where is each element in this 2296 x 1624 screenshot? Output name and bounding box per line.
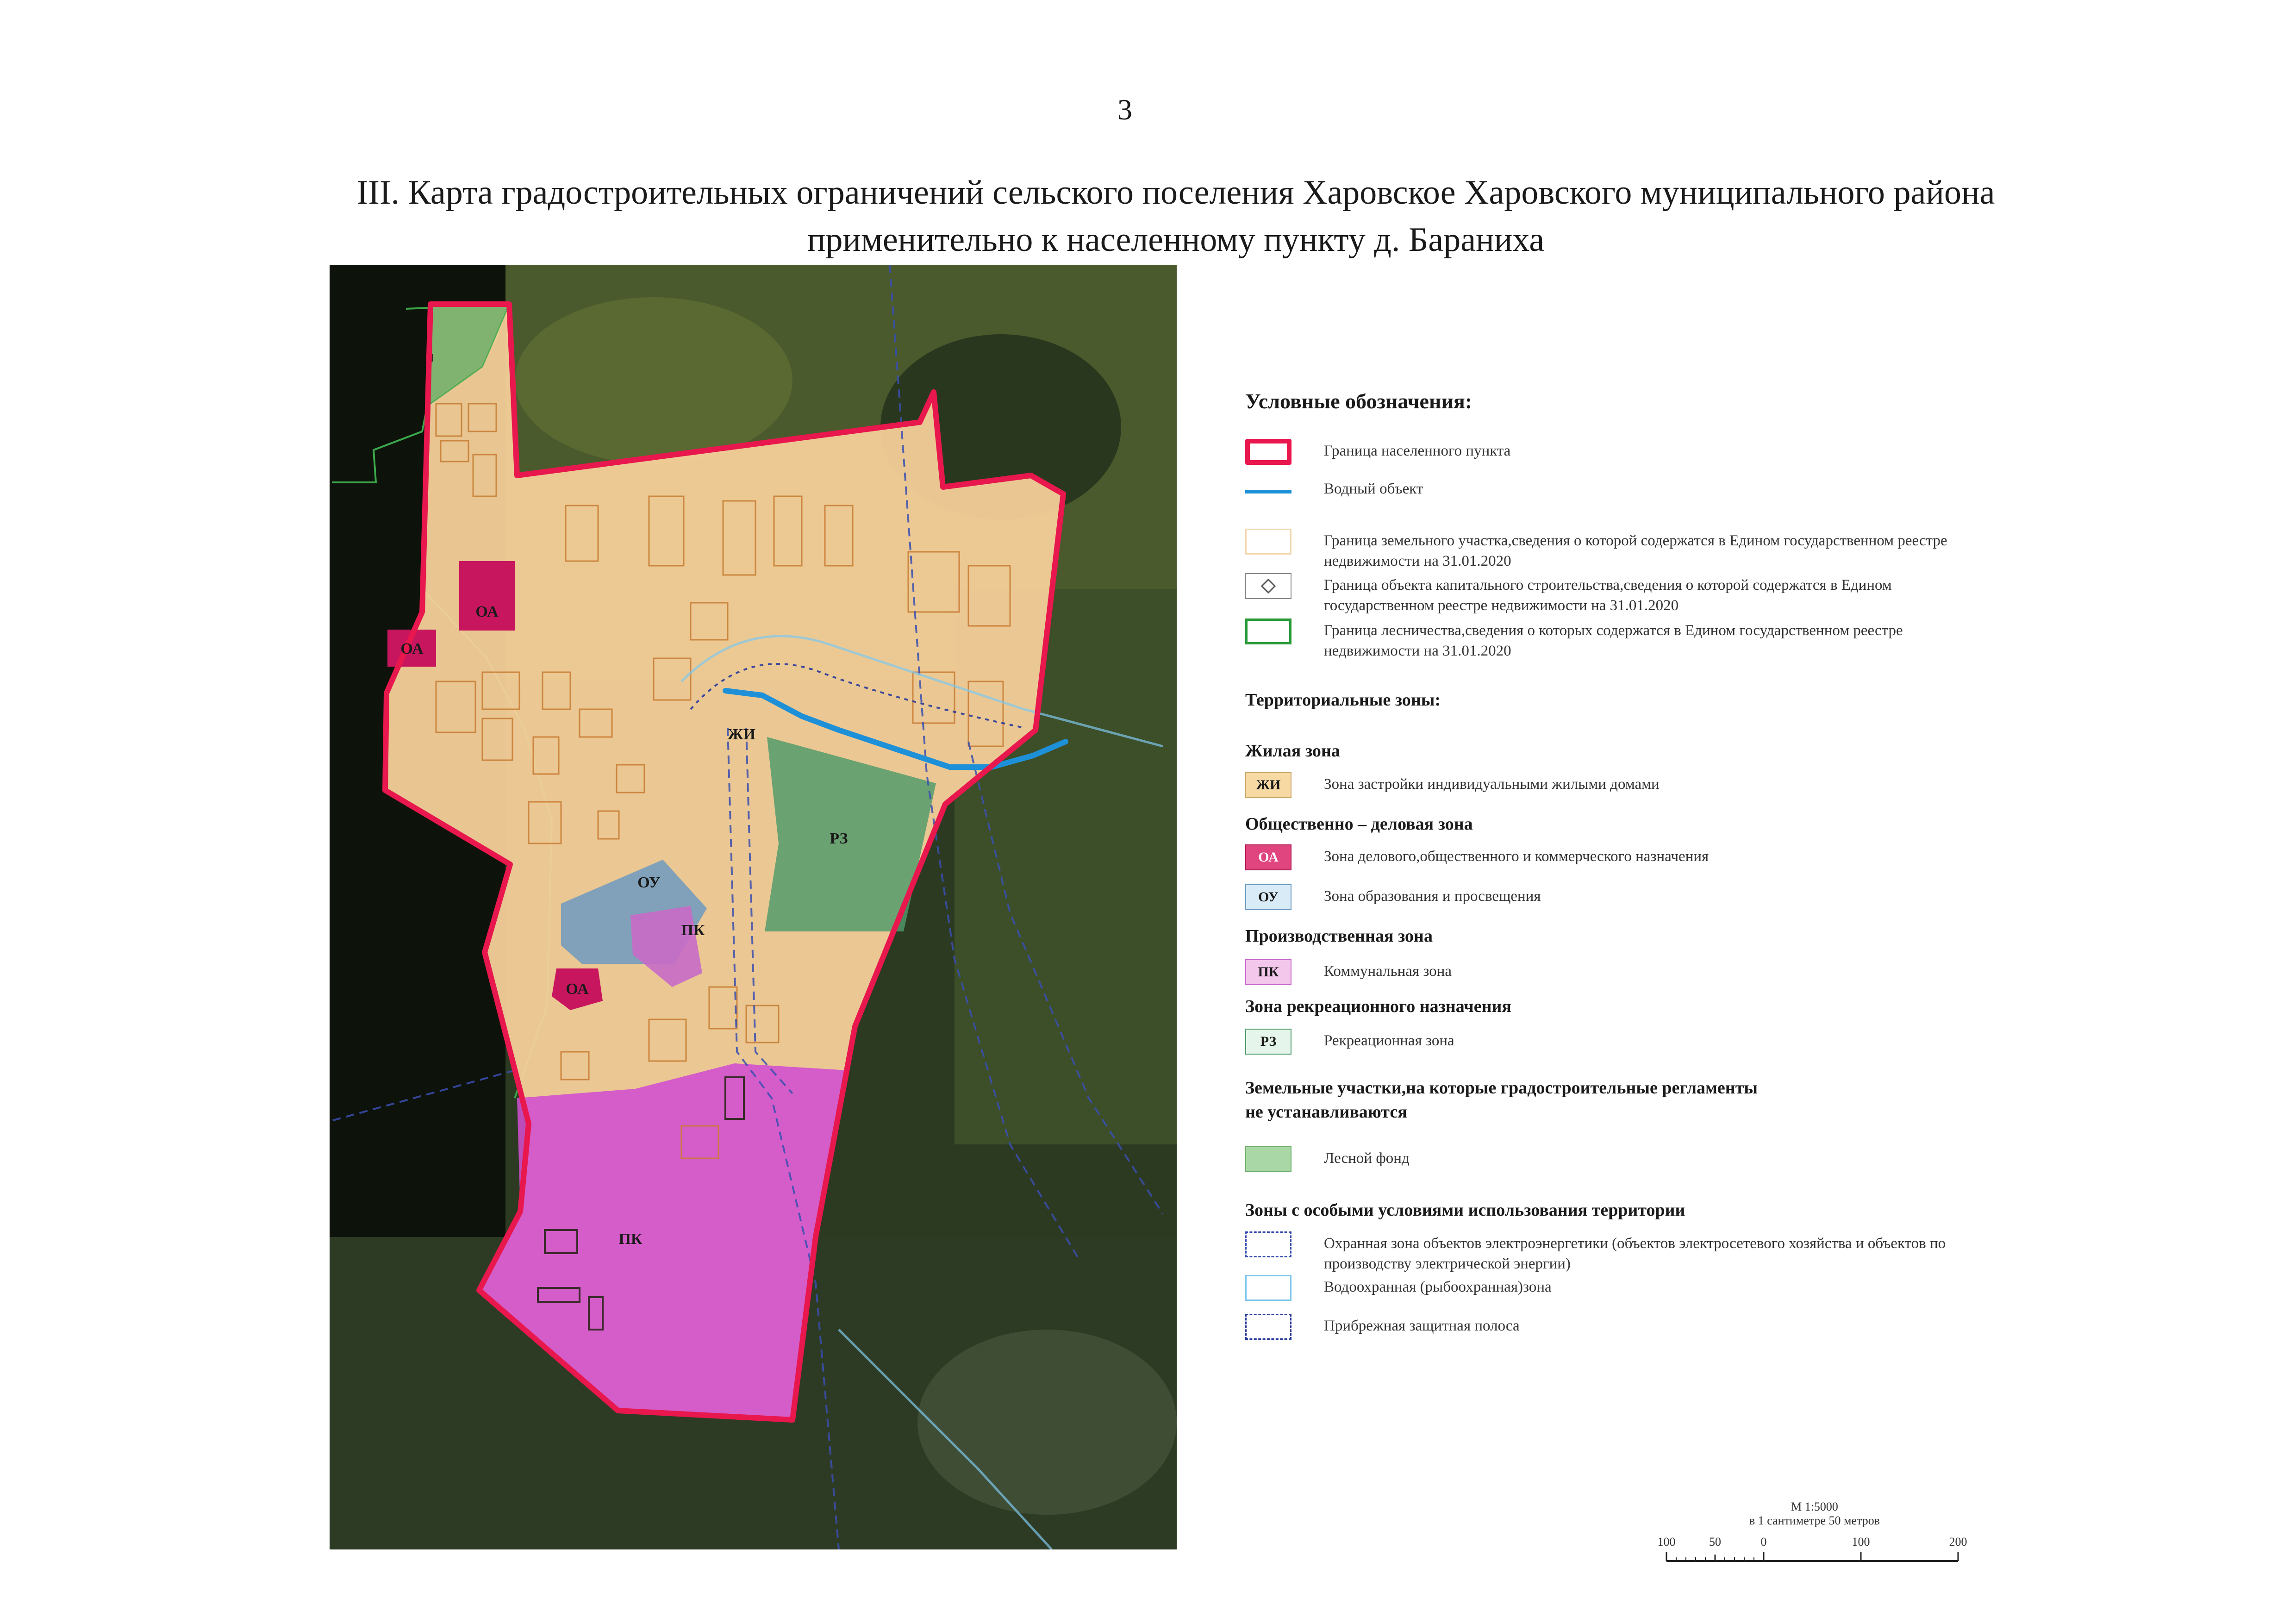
- legend-text: Коммунальная зона: [1324, 963, 1452, 980]
- water-zone-swatch: [1245, 1275, 1292, 1301]
- scale-tick-label: 50: [1709, 1535, 1721, 1549]
- map-view[interactable]: [330, 265, 1177, 1549]
- scale-ratio: М 1:5000: [1791, 1500, 1838, 1513]
- legend-item-capital-object: [1245, 573, 1986, 614]
- label-pk-1: ПК: [681, 922, 705, 939]
- forest-fund-swatch: [1245, 1146, 1292, 1172]
- legend-item-settlement-boundary: [1245, 439, 1986, 471]
- legend-text: Охранная зона объектов электроэнергетики (объектов электросетевого хозяйства и объектов по производству электрической энергии): [1324, 1235, 1946, 1272]
- legend-item-forest-fund: [1245, 1146, 1986, 1179]
- legend-text: Граница объекта капитального строительства,сведения о которой содержатся в Едином государственном реестре недвижимости на 31.01.2020: [1324, 577, 1892, 614]
- legend-text: Лесной фонд: [1324, 1150, 1410, 1167]
- capital-object-swatch: [1245, 573, 1292, 599]
- rz-code-badge: РЗ: [1245, 1029, 1292, 1055]
- page-number: 3: [1117, 93, 1132, 126]
- special-zones-title: Зоны с особыми условиями использования территории: [1245, 1200, 1685, 1220]
- scale-tick-label: 0: [1760, 1535, 1767, 1549]
- legend-item-land-parcel: [1245, 529, 1986, 569]
- building-outline-icon: [1246, 574, 1291, 598]
- recreation-zone-title: Зона рекреационного назначения: [1245, 997, 1511, 1016]
- label-zhi: ЖИ: [727, 726, 756, 743]
- scale-note: в 1 сантиметре 50 метров: [1749, 1514, 1880, 1527]
- legend-heading: Условные обозначения:: [1245, 389, 1472, 413]
- label-oa-1: ОА: [475, 603, 499, 620]
- legend-item-ou: [1245, 884, 1986, 917]
- legend-text: Граница земельного участка,сведения о которой содержатся в Едином государственном реестре недвижимости на 31.01.2020: [1324, 532, 1947, 569]
- land-parcel-swatch: [1245, 529, 1292, 555]
- pk-code-badge: ПК: [1245, 959, 1292, 985]
- public-zone-title: Общественно – деловая зона: [1245, 814, 1473, 834]
- label-oa-2: ОА: [400, 640, 424, 657]
- power-zone-swatch: [1245, 1231, 1292, 1257]
- scale-tick-label: 100: [1657, 1535, 1676, 1549]
- legend-text: Рекреационная зона: [1324, 1032, 1454, 1049]
- scale-ruler: [1648, 1550, 1981, 1568]
- legend-text: Зона застройки индивидуальными жилыми домами: [1324, 776, 1660, 793]
- clearing-patch: [917, 1330, 1177, 1515]
- coastal-strip-swatch: [1245, 1314, 1292, 1340]
- no-regulations-title-1: Земельные участки,на которые градостроительные регламенты: [1245, 1078, 1758, 1098]
- page-title: [139, 169, 2213, 263]
- legend-item-coastal-strip: [1245, 1314, 1986, 1346]
- label-rz: РЗ: [830, 830, 848, 847]
- legend-text: Граница лесничества,сведения о которых содержатся в Едином государственном реестре недвижимости на 31.01.2020: [1324, 622, 1903, 659]
- legend-item-power-zone: [1245, 1231, 1986, 1278]
- meadow-patch: [515, 297, 792, 464]
- scale-tick-label: 100: [1852, 1535, 1870, 1549]
- legend-item-pk: [1245, 959, 1986, 992]
- legend-item-zhi: [1245, 772, 1986, 805]
- title-line-2: применительно к населенному пункту д. Бараниха: [807, 221, 1545, 259]
- forestry-boundary-swatch: [1245, 618, 1292, 644]
- legend-item-water-zone: [1245, 1275, 1986, 1307]
- legend-text: Граница населенного пункта: [1324, 443, 1511, 459]
- scale-tick-label: 200: [1949, 1535, 1967, 1549]
- ou-code-badge: ОУ: [1245, 884, 1292, 910]
- legend-text: Водоохранная (рыбоохранная)зона: [1324, 1279, 1552, 1295]
- label-ou: ОУ: [637, 874, 661, 891]
- scale-bar: [1648, 1500, 1981, 1569]
- label-pk-2: ПК: [618, 1230, 643, 1248]
- zhi-code-badge: ЖИ: [1245, 772, 1292, 798]
- legend-item-forestry-boundary: [1245, 618, 1986, 659]
- legend-item-water-object: [1245, 477, 1986, 509]
- water-line-swatch: [1245, 490, 1292, 493]
- production-zone-title: Производственная зона: [1245, 926, 1433, 946]
- oa-code-badge: ОА: [1245, 844, 1292, 870]
- legend-text: Зона образования и просвещения: [1324, 888, 1541, 905]
- legend-item-rz: [1245, 1029, 1986, 1061]
- no-regulations-title-2: не устанавливаются: [1245, 1102, 1407, 1122]
- legend-text: Зона делового,общественного и коммерческого назначения: [1324, 848, 1709, 865]
- territorial-zones-heading: Территориальные зоны:: [1245, 690, 1441, 710]
- legend-item-oa: [1245, 844, 1986, 877]
- legend-text: Водный объект: [1324, 481, 1423, 497]
- map-canvas: [330, 265, 1177, 1549]
- legend-text: Прибрежная защитная полоса: [1324, 1318, 1520, 1334]
- settlement-boundary-swatch: [1245, 439, 1292, 465]
- title-line-1: III. Карта градостроительных ограничений сельского поселения Харовское Харовского муниципального района: [356, 174, 1995, 212]
- label-oa-3: ОА: [566, 981, 589, 998]
- residential-zone-title: Жилая зона: [1245, 741, 1340, 761]
